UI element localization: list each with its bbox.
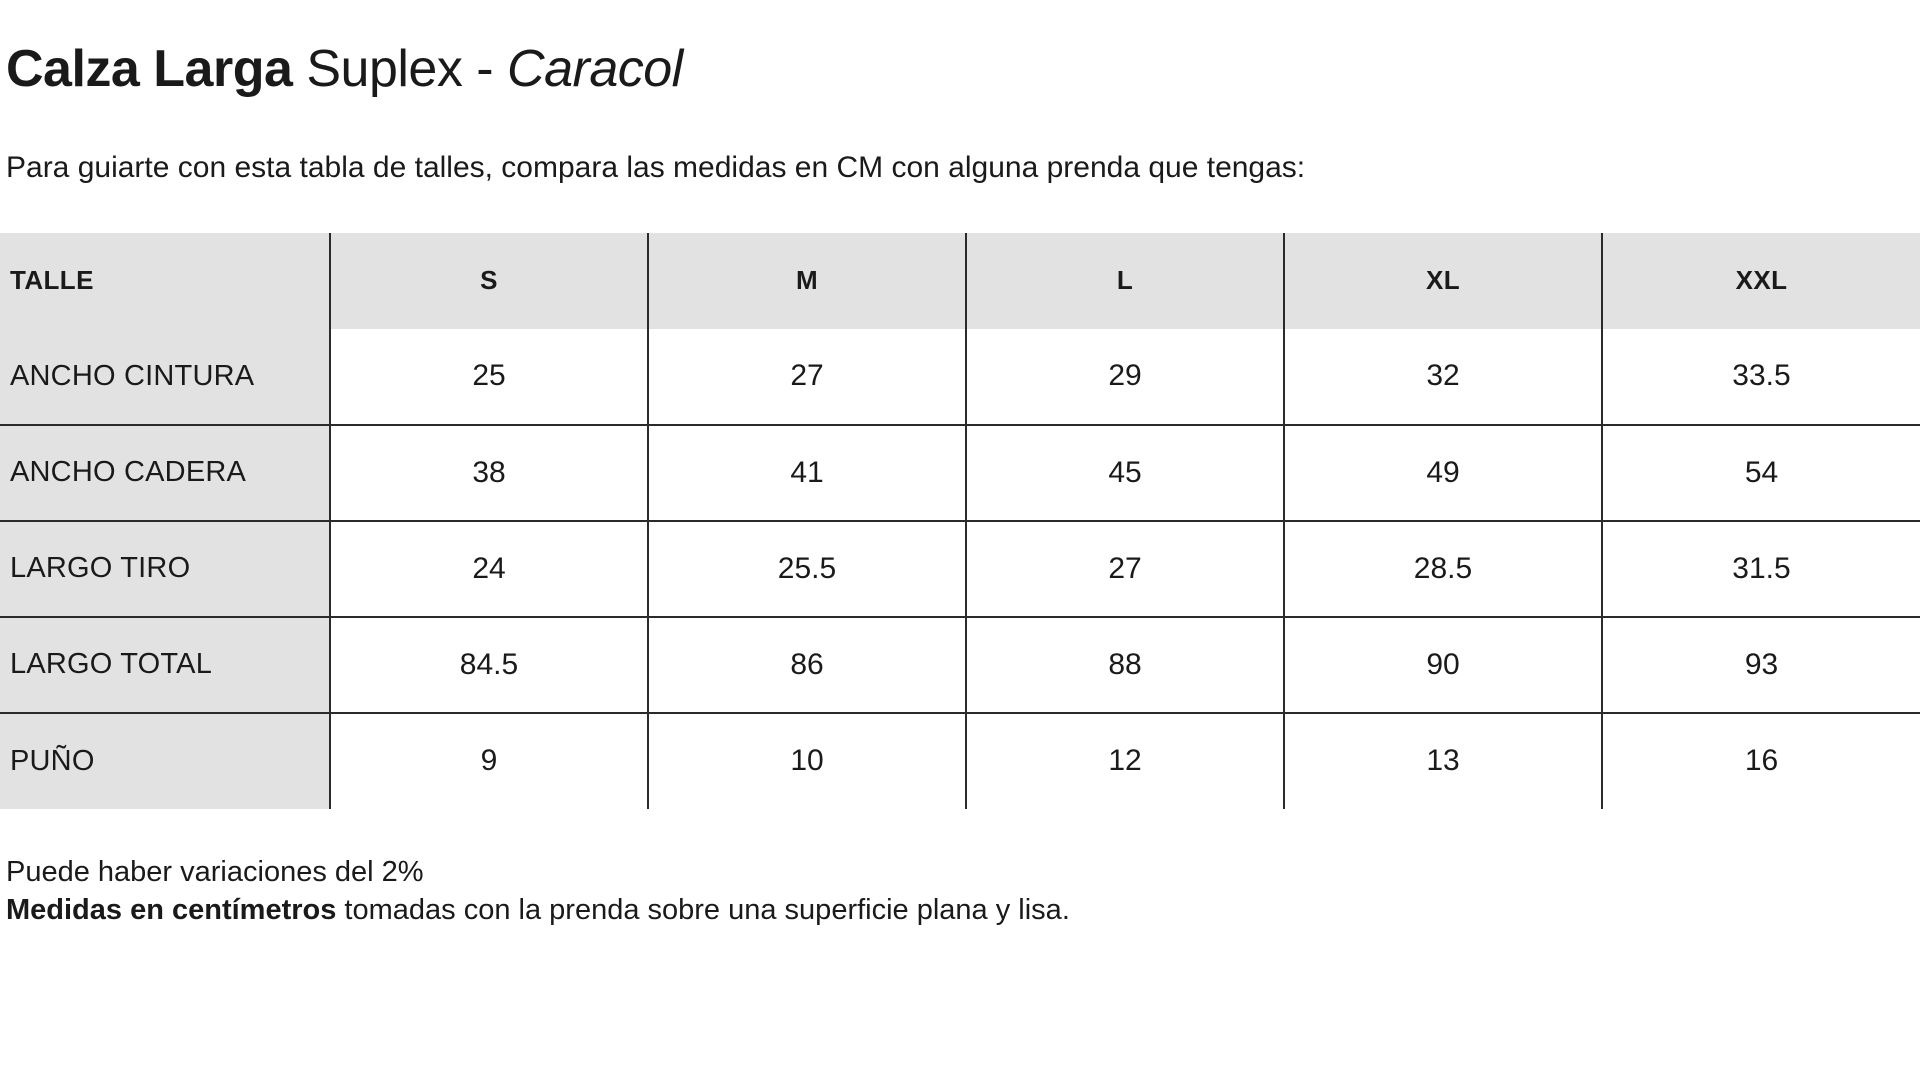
- column-header-m: M: [648, 233, 966, 329]
- row-label-largo-total: LARGO TOTAL: [0, 617, 330, 713]
- footnote-measures-bold: Medidas en centímetros: [6, 894, 337, 927]
- cell-largo-total-xxl: 93: [1602, 617, 1920, 713]
- cell-ancho-cintura-l: 29: [966, 329, 1284, 425]
- cell-ancho-cadera-l: 45: [966, 425, 1284, 521]
- table-row: [0, 425, 1920, 521]
- size-table-container: [0, 233, 1920, 809]
- cell-largo-tiro-xxl: 31.5: [1602, 521, 1920, 617]
- cell-largo-total-l: 88: [966, 617, 1284, 713]
- footnote-measures: [6, 891, 1920, 929]
- table-row: [0, 713, 1920, 809]
- cell-puno-l: 12: [966, 713, 1284, 809]
- footnote-measures-rest: tomadas con la prenda sobre una superficie plana y lisa.: [336, 894, 1070, 927]
- cell-largo-tiro-xl: 28.5: [1284, 521, 1602, 617]
- size-table: [0, 233, 1920, 809]
- intro-text: Para guiarte con esta tabla de talles, compara las medidas en CM con alguna prenda que tengas:: [6, 150, 1306, 184]
- cell-ancho-cintura-xl: 32: [1284, 329, 1602, 425]
- cell-puno-xl: 13: [1284, 713, 1602, 809]
- table-row: [0, 521, 1920, 617]
- table-row: [0, 329, 1920, 425]
- row-label-ancho-cadera: ANCHO CADERA: [0, 425, 330, 521]
- row-label-ancho-cintura: ANCHO CINTURA: [0, 329, 330, 425]
- cell-ancho-cadera-xxl: 54: [1602, 425, 1920, 521]
- table-corner-label: TALLE: [0, 233, 330, 329]
- row-label-largo-tiro: LARGO TIRO: [0, 521, 330, 617]
- cell-ancho-cintura-m: 27: [648, 329, 966, 425]
- cell-largo-tiro-s: 24: [330, 521, 648, 617]
- page-title-bold: Calza Larga: [6, 40, 293, 98]
- table-row: [0, 617, 1920, 713]
- footnotes: [0, 809, 1920, 930]
- cell-largo-tiro-m: 25.5: [648, 521, 966, 617]
- cell-ancho-cadera-xl: 49: [1284, 425, 1602, 521]
- page-title-regular: Suplex -: [292, 40, 508, 98]
- cell-puno-m: 10: [648, 713, 966, 809]
- page-title-italic: Caracol: [507, 40, 683, 98]
- cell-ancho-cadera-m: 41: [648, 425, 966, 521]
- cell-largo-total-m: 86: [648, 617, 966, 713]
- cell-ancho-cadera-s: 38: [330, 425, 648, 521]
- table-header-row: [0, 233, 1920, 329]
- column-header-xl: XL: [1284, 233, 1602, 329]
- size-table-body: [0, 329, 1920, 809]
- cell-largo-tiro-l: 27: [966, 521, 1284, 617]
- row-label-puno: PUÑO: [0, 713, 330, 809]
- column-header-s: S: [330, 233, 648, 329]
- cell-ancho-cintura-xxl: 33.5: [1602, 329, 1920, 425]
- cell-ancho-cintura-s: 25: [330, 329, 648, 425]
- footnote-variation: Puede haber variaciones del 2%: [6, 855, 424, 888]
- cell-largo-total-s: 84.5: [330, 617, 648, 713]
- column-header-l: L: [966, 233, 1284, 329]
- cell-puno-s: 9: [330, 713, 648, 809]
- column-header-xxl: XXL: [1602, 233, 1920, 329]
- cell-puno-xxl: 16: [1602, 713, 1920, 809]
- page-title: [0, 40, 1920, 100]
- size-table-head: [0, 233, 1920, 329]
- cell-largo-total-xl: 90: [1284, 617, 1602, 713]
